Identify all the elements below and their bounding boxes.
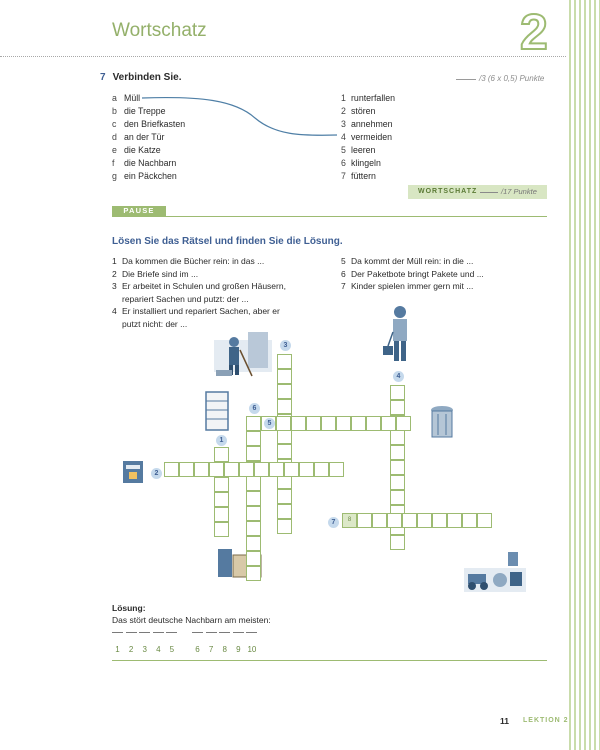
crossword-cell: [277, 489, 292, 504]
clue-text: Der Paketbote bringt Pakete und ...: [351, 268, 484, 279]
crossword-cell: [277, 354, 292, 369]
item-text: den Briefkasten: [124, 119, 186, 129]
clue-number: 1: [112, 256, 117, 266]
clue-marker: 4: [393, 371, 404, 382]
item-text: füttern: [351, 171, 376, 181]
solution-number: 2: [128, 645, 134, 654]
crossword-cell: [291, 416, 306, 431]
solution-blank: [126, 632, 137, 633]
item-number: 5: [341, 145, 346, 155]
crossword-cell: [246, 551, 261, 566]
clue-item: [112, 305, 280, 317]
solution-blank: [192, 632, 203, 633]
item-text: ein Päckchen: [124, 171, 177, 181]
crossword-cell: [214, 447, 229, 462]
crossword-cell: [432, 513, 447, 528]
crossword-cell: [366, 416, 381, 431]
clue-text: Da kommen die Bücher rein: in das ...: [122, 256, 265, 266]
crossword-cell: [246, 566, 261, 581]
crossword-cell: [277, 519, 292, 534]
clue-text: putzt nicht: der ...: [122, 318, 188, 329]
solution-number: 5: [169, 645, 175, 654]
crossword-cell: [462, 513, 477, 528]
item-text: Müll: [124, 93, 141, 103]
item-letter: c: [112, 119, 117, 129]
crossword-cell: [164, 462, 179, 477]
crossword-cell: [179, 462, 194, 477]
crossword-cell: [390, 385, 405, 400]
crossword-cell: [276, 416, 291, 431]
page-title: Wortschatz: [112, 20, 207, 41]
crossword-cell: [299, 462, 314, 477]
crossword-cell: [194, 462, 209, 477]
solution-blank: [246, 632, 257, 633]
clue-item: [112, 255, 264, 267]
crossword-cell: [390, 430, 405, 445]
crossword-cell: [277, 384, 292, 399]
crossword-cell: [342, 513, 357, 528]
clue-number: 7: [341, 281, 346, 291]
crossword-cell: [390, 400, 405, 415]
crossword-cell: [246, 431, 261, 446]
crossword-cell: [224, 462, 239, 477]
janitor-sweeping-icon: [212, 330, 274, 380]
solution-label: Lösung:: [112, 603, 146, 613]
page-number: 11: [500, 716, 509, 726]
item-number: 3: [341, 119, 346, 129]
crossword-cell: [214, 492, 229, 507]
crossword-cell: [246, 521, 261, 536]
item-letter: b: [112, 106, 117, 116]
mailbox-icon: [120, 456, 146, 486]
solution-number: 8: [222, 645, 227, 654]
wortschatz-score-box: WORTSCHATZ /17 Punkte: [408, 185, 547, 199]
clue-item: [112, 268, 198, 280]
clue-number: 5: [341, 256, 346, 266]
crossword-cell: [329, 462, 344, 477]
item-letter: f: [112, 158, 115, 168]
crossword-cell: [372, 513, 387, 528]
item-text: klingeln: [351, 158, 381, 168]
exercise-7-score: /3 (6 x 0,5) Punkte: [456, 74, 544, 83]
clue-text: Die Briefe sind im ...: [122, 268, 199, 279]
clue-item: [112, 280, 286, 292]
clue-marker: 3: [280, 340, 291, 351]
crossword-cell: [246, 416, 261, 431]
section-divider: [112, 660, 547, 661]
clue-item: [341, 255, 473, 267]
crossword-cell: [269, 462, 284, 477]
solution-index: 8: [347, 517, 352, 523]
exercise-instruction: Verbinden Sie.: [112, 72, 182, 83]
trash-can-icon: [428, 404, 456, 440]
item-number: 2: [341, 106, 346, 116]
clue-text: Er installiert und repariert Sachen, aber er: [122, 306, 280, 316]
clue-text: Da kommt der Müll rein: in die ...: [351, 256, 474, 266]
solution-number: 4: [156, 645, 161, 654]
clue-number: 6: [341, 268, 346, 279]
clue-item: [341, 268, 484, 280]
crossword-cell: [209, 462, 224, 477]
clue-marker: 5: [264, 418, 275, 429]
lesson-number-badge: 2: [520, 4, 548, 60]
crossword-cell: [351, 416, 366, 431]
crossword-cell: [381, 416, 396, 431]
item-letter: a: [112, 93, 117, 103]
clue-number: 2: [112, 268, 117, 279]
clue-marker: 1: [216, 435, 227, 446]
item-text: vermeiden: [351, 132, 393, 142]
item-text: die Katze: [124, 145, 161, 155]
clue-marker: 7: [328, 517, 339, 528]
pause-divider: [112, 216, 547, 217]
crossword-cell: [214, 522, 229, 537]
clue-text: Kinder spielen immer gern mit ...: [351, 281, 474, 291]
item-letter: g: [112, 171, 117, 181]
crossword-cell: [277, 369, 292, 384]
solution-blank: [233, 632, 244, 633]
item-number: 4: [341, 132, 346, 142]
item-text: stören: [351, 106, 376, 116]
crossword-cell: [277, 504, 292, 519]
crossword-cell: [396, 416, 411, 431]
item-text: die Nachbarn: [124, 158, 177, 168]
toys-icon: [462, 544, 528, 596]
solution-blank: [153, 632, 164, 633]
crossword-cell: [246, 536, 261, 551]
crossword-cell: [390, 490, 405, 505]
item-text: annehmen: [351, 119, 393, 129]
crossword-cell: [387, 513, 402, 528]
crossword-cell: [214, 477, 229, 492]
clue-number: 3: [112, 281, 117, 291]
item-number: 6: [341, 158, 346, 168]
crossword-cell: [402, 513, 417, 528]
clue-number: 4: [112, 306, 117, 316]
crossword-cell: [357, 513, 372, 528]
clue-item: [112, 318, 187, 330]
crossword-cell: [390, 475, 405, 490]
solution-text: Das stört deutsche Nachbarn am meisten:: [112, 615, 271, 625]
solution-number: 7: [208, 645, 214, 654]
crossword-cell: [277, 429, 292, 444]
item-letter: e: [112, 145, 117, 155]
solution-blank: [112, 632, 123, 633]
crossword-cell: [277, 399, 292, 414]
crossword-cell: [214, 507, 229, 522]
crossword-cell: [284, 462, 299, 477]
item-number: 1: [341, 93, 346, 103]
item-text: die Treppe: [124, 106, 166, 116]
crossword-cell: [314, 462, 329, 477]
solution-number: 9: [236, 645, 241, 654]
item-text: an der Tür: [124, 132, 165, 142]
crossword-cell: [390, 535, 405, 550]
crossword-cell: [239, 462, 254, 477]
crossword-cell: [246, 506, 261, 521]
solution-blank: [166, 632, 177, 633]
handyman-with-toolbox-icon: [380, 302, 416, 366]
crossword-cell: [417, 513, 432, 528]
solution-blank: [219, 632, 230, 633]
match-example-line: [0, 0, 600, 200]
crossword-cell: [390, 460, 405, 475]
crossword-cell: [477, 513, 492, 528]
clue-marker: 2: [151, 468, 162, 479]
solution-blank: [206, 632, 217, 633]
crossword-cell: [306, 416, 321, 431]
puzzle-title: Lösen Sie das Rätsel und finden Sie die Lösung.: [112, 236, 343, 247]
crossword-cell: [246, 446, 261, 461]
clue-text: Er arbeitet in Schulen und großen Häusern,: [122, 281, 286, 291]
solution-blank: [139, 632, 150, 633]
crossword-cell: [390, 445, 405, 460]
clue-item: [341, 280, 473, 292]
item-number: 7: [341, 171, 346, 181]
item-text: leeren: [351, 145, 376, 155]
exercise-number: 7: [100, 72, 106, 83]
solution-number: 3: [142, 645, 147, 654]
crossword-cell: [336, 416, 351, 431]
clue-marker: 6: [249, 403, 260, 414]
lesson-label: LEKTION 2: [523, 717, 569, 724]
pause-tag: PAUSE: [112, 206, 166, 216]
solution-number: 1: [115, 645, 120, 654]
item-text: runterfallen: [351, 93, 396, 103]
solution-number: 10: [247, 645, 257, 654]
crossword-cell: [246, 491, 261, 506]
bookshelf-icon: [204, 390, 230, 432]
solution-number: 6: [195, 645, 200, 654]
crossword-cell: [447, 513, 462, 528]
clue-item: [112, 293, 249, 305]
crossword-cell: [254, 462, 269, 477]
clue-text: repariert Sachen und putzt: der ...: [122, 293, 249, 304]
crossword-cell: [277, 444, 292, 459]
crossword-cell: [321, 416, 336, 431]
crossword-cell: [246, 476, 261, 491]
item-letter: d: [112, 132, 117, 142]
